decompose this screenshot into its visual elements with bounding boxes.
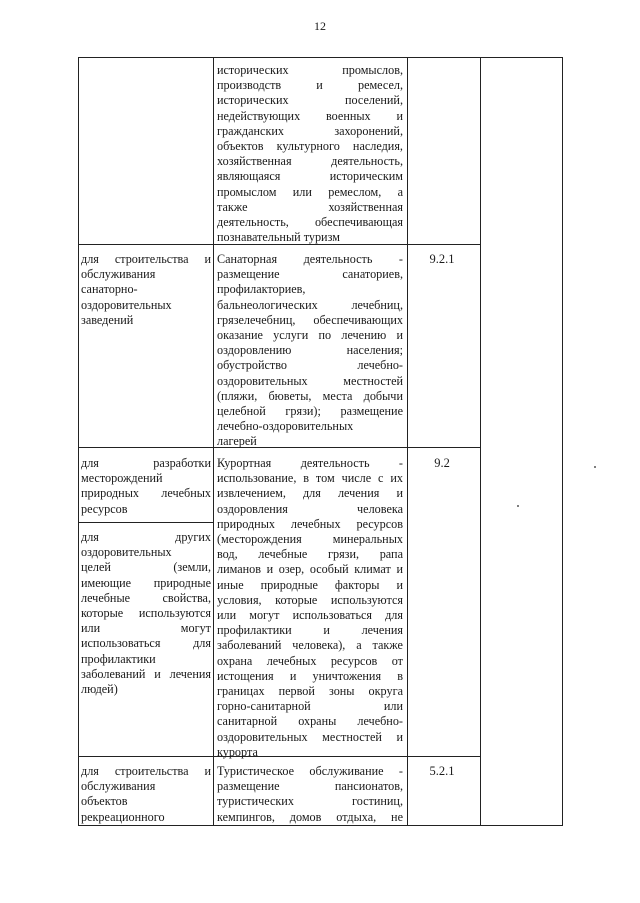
word: места (322, 388, 353, 403)
text-line: профилакториев, (217, 282, 306, 297)
row1-description-text (217, 63, 403, 245)
word: лечебниц, (351, 297, 403, 312)
word: иные (217, 577, 244, 592)
word: размещение (217, 779, 280, 794)
word: горно-санитарной (217, 699, 311, 714)
word: местностей (322, 729, 382, 744)
word: грязи, (327, 547, 360, 562)
word: природные (153, 575, 211, 590)
word: уничтожения (312, 668, 382, 683)
text-line (217, 185, 403, 200)
word: для (193, 636, 211, 651)
text-line (217, 730, 403, 745)
word: лечебно- (357, 358, 403, 373)
word: хозяйственная (217, 154, 292, 169)
word: домов (289, 809, 322, 824)
text-line (217, 779, 403, 794)
word: границах (217, 684, 265, 699)
word: в (397, 668, 403, 683)
word: с (378, 471, 384, 486)
word: целей (81, 560, 111, 575)
text-line (81, 486, 211, 501)
word: лечебных (266, 653, 317, 668)
text-line (217, 169, 403, 184)
text-line: обслуживания (81, 779, 156, 794)
word: которые (275, 592, 318, 607)
word: и (266, 562, 274, 577)
word: человека), (292, 638, 346, 653)
word: захоронений, (334, 123, 403, 138)
word: которые (81, 606, 124, 621)
text-line: оздоровительных (81, 297, 172, 312)
text-line (217, 313, 403, 328)
word: целебной (217, 404, 266, 419)
word: объектов (217, 139, 264, 154)
text-line (81, 667, 211, 682)
text-line (217, 669, 403, 684)
text-line: познавательный туризм (217, 230, 340, 245)
word: добычи (363, 388, 403, 403)
word: использование, (217, 471, 297, 486)
text-line (217, 267, 403, 282)
text-line (81, 621, 211, 636)
text-line: людей) (81, 682, 118, 697)
text-line (217, 93, 403, 108)
word: или (383, 699, 403, 714)
word: вод, (217, 547, 238, 562)
text-line (81, 252, 211, 267)
word: грязелечебниц, (217, 312, 296, 327)
text-line (217, 215, 403, 230)
text-line (217, 139, 403, 154)
word: обеспечивающих (313, 312, 403, 327)
word: и (396, 729, 403, 744)
word: санаториев, (342, 267, 403, 282)
scan-speck (594, 466, 596, 468)
word: первой (278, 684, 315, 699)
word: лечебно- (357, 714, 403, 729)
word: лечения (337, 486, 380, 501)
word: лечебных (290, 516, 341, 531)
text-line: заведений (81, 312, 134, 327)
word: и (316, 78, 323, 93)
word: строительства (114, 764, 189, 778)
row3-description (217, 456, 403, 760)
word: и (204, 252, 211, 266)
word: лечения (169, 666, 211, 681)
text-line (217, 517, 403, 532)
text-line (217, 389, 403, 404)
word: отдыха, (336, 809, 377, 824)
row4-purpose (81, 764, 211, 825)
word: профилактики (217, 623, 292, 638)
word: - (398, 764, 403, 778)
word: (месторождения (217, 532, 302, 547)
row4-code: 5.2.1 (429, 764, 455, 778)
text-line: ресурсов (81, 501, 128, 516)
word: деятельность (303, 252, 373, 266)
word: оздоровления (217, 501, 288, 516)
word: оказание (217, 328, 263, 343)
word: и (204, 764, 211, 778)
text-line (81, 591, 211, 606)
word: человека (357, 501, 403, 516)
word: культурного (276, 139, 340, 154)
word: строительства (114, 252, 189, 266)
word: - (398, 252, 403, 266)
word: заболеваний (81, 666, 146, 681)
word: факторы (334, 577, 380, 592)
word: их (390, 471, 403, 486)
text-line: оздоровительных (81, 545, 172, 560)
word: промыслов, (342, 63, 403, 77)
word: для (81, 530, 99, 544)
row2-purpose (81, 252, 211, 328)
text-line (217, 63, 403, 78)
word: или (81, 621, 101, 636)
word: ремеслом, (328, 184, 382, 199)
word: ресурсов (330, 653, 378, 668)
word: ресурсов (356, 516, 403, 531)
text-line (217, 486, 403, 501)
text-line (81, 576, 211, 591)
word: лечебные (258, 547, 308, 562)
text-line (81, 764, 211, 779)
word: других (175, 530, 211, 544)
text-line (217, 109, 403, 124)
word: обеспечивающая (314, 215, 403, 230)
word: грязи); (285, 404, 321, 419)
word: том (315, 471, 335, 486)
text-line (217, 593, 403, 608)
word: для (81, 456, 99, 470)
word: хозяйственная (328, 199, 403, 214)
text-line: санаторно- (81, 282, 138, 297)
word: военных (326, 108, 371, 123)
word: используются (138, 606, 211, 621)
word: бюветы, (268, 388, 312, 403)
word: исторических (217, 63, 289, 77)
word: и (396, 328, 403, 343)
text-line (217, 562, 403, 577)
word: бальнеологических (217, 297, 318, 312)
text-line (81, 606, 211, 621)
word: и (154, 666, 161, 681)
text-line (217, 794, 403, 809)
text-line (81, 530, 211, 545)
word: пансионатов, (334, 779, 403, 794)
word: лечению (341, 328, 387, 343)
word: для (385, 608, 403, 623)
word: являющаяся (217, 169, 281, 184)
text-line: объектов (81, 794, 128, 809)
word: числе (341, 471, 372, 486)
word: заболеваний (217, 638, 282, 653)
text-line (217, 404, 403, 419)
word: условия, (217, 592, 262, 607)
word: производств (217, 78, 282, 93)
row4-description (217, 764, 403, 825)
text-line (217, 578, 403, 593)
text-line (217, 764, 403, 779)
word: лечебные (81, 590, 131, 605)
word: деятельность (300, 456, 370, 470)
word: Туристическое (217, 764, 295, 778)
word: оздоровительных (217, 729, 308, 744)
text-line (217, 374, 403, 389)
word: истощения (217, 668, 274, 683)
text-line (217, 343, 403, 358)
word: и (396, 108, 403, 123)
word: зоны (328, 684, 355, 699)
text-line: рекреационного (81, 809, 165, 824)
word: обустройство (217, 358, 288, 373)
text-line (217, 699, 403, 714)
page-number: 12 (314, 19, 326, 33)
word: (земли, (173, 560, 211, 575)
text-line (217, 154, 403, 169)
word: рапа (379, 547, 403, 562)
word: оздоровительных (217, 373, 308, 388)
word: природных (217, 516, 275, 531)
row2-description (217, 252, 403, 450)
word: не (391, 809, 403, 824)
word: лечебных (161, 486, 211, 501)
text-line (217, 608, 403, 623)
text-line (217, 623, 403, 638)
word: могут (180, 621, 211, 636)
word: (пляжи, (217, 388, 258, 403)
word: а (356, 638, 362, 653)
word: использоваться (81, 636, 161, 651)
text-line (217, 471, 403, 486)
word: охрана (217, 653, 253, 668)
word: населения; (346, 343, 403, 358)
word: используются (330, 592, 403, 607)
word: озер, (278, 562, 305, 577)
text-line: лагерей (217, 434, 257, 449)
word: также (372, 638, 403, 653)
word: исторических (217, 93, 289, 108)
word: природные (260, 577, 318, 592)
text-line (217, 638, 403, 653)
word: и (396, 577, 403, 592)
word: кемпингов, (217, 809, 275, 824)
text-line (81, 456, 211, 471)
word: а (397, 184, 403, 199)
word: природных (81, 486, 139, 501)
word: гостиниц, (352, 794, 403, 809)
word: - (398, 456, 403, 470)
word: наследия, (352, 139, 403, 154)
word: историческим (329, 169, 403, 184)
text-line: профилактики (81, 651, 156, 666)
text-line (81, 560, 211, 575)
text-line (217, 547, 403, 562)
text-line (217, 684, 403, 699)
text-line (217, 252, 403, 267)
word: в (303, 471, 310, 486)
text-line (217, 502, 403, 517)
word: извлечением, (217, 486, 286, 501)
word: свойства, (162, 590, 211, 605)
word: недействующих (217, 108, 301, 123)
word: для (81, 764, 99, 778)
word: туристических (217, 794, 294, 809)
row3-purpose (81, 456, 211, 517)
text-line (217, 358, 403, 373)
word: могут (249, 608, 280, 623)
text-line (217, 78, 403, 93)
word: лечения (361, 623, 403, 638)
text-line (217, 456, 403, 471)
word: особый (309, 562, 349, 577)
word: оздоровлению (217, 343, 292, 358)
word: лиманов (217, 562, 262, 577)
word: и (289, 668, 297, 683)
text-line (217, 810, 403, 825)
word: или (292, 184, 312, 199)
word: санитарной (217, 714, 278, 729)
word: местностей (343, 373, 403, 388)
text-line: обслуживания (81, 267, 156, 282)
word: округа (368, 684, 403, 699)
word: использоваться (292, 608, 373, 623)
word: минеральных (332, 532, 403, 547)
text-line (217, 328, 403, 343)
word: деятельность, (217, 215, 289, 230)
text-line (217, 714, 403, 729)
scan-speck (517, 505, 519, 507)
word: от (391, 653, 403, 668)
word: деятельность, (331, 154, 403, 169)
word: Санаторная (217, 252, 278, 266)
word: для (302, 486, 321, 501)
word: также (217, 199, 248, 214)
row3-purpose-other (81, 530, 211, 697)
text-line (217, 298, 403, 313)
text-line (81, 636, 211, 651)
word: имеющие (81, 575, 132, 590)
word: и (323, 623, 330, 638)
text-line: лечебно-оздоровительных (217, 419, 354, 434)
word: разработки (153, 456, 211, 470)
row2-code: 9.2.1 (429, 252, 455, 266)
word: для (81, 252, 99, 266)
text-line: месторождений (81, 471, 163, 486)
word: ремесел, (357, 78, 403, 93)
word: промыслом (217, 184, 277, 199)
word: поселений, (345, 93, 403, 108)
word: охраны (298, 714, 337, 729)
word: гражданских (217, 123, 285, 138)
word: и (396, 562, 403, 577)
word: или (217, 608, 237, 623)
row3-code: 9.2 (434, 456, 450, 470)
word: и (396, 486, 403, 501)
word: размещение (217, 267, 280, 282)
word: Курортная (217, 456, 272, 470)
word: по (318, 328, 332, 343)
text-line (217, 654, 403, 669)
text-line (217, 124, 403, 139)
word: размещение (340, 404, 403, 419)
word: обслуживание (309, 764, 384, 778)
text-line: курорта (217, 744, 258, 759)
text-line (217, 532, 403, 547)
text-line (217, 200, 403, 215)
word: климат (354, 562, 391, 577)
word: услуги (273, 328, 309, 343)
